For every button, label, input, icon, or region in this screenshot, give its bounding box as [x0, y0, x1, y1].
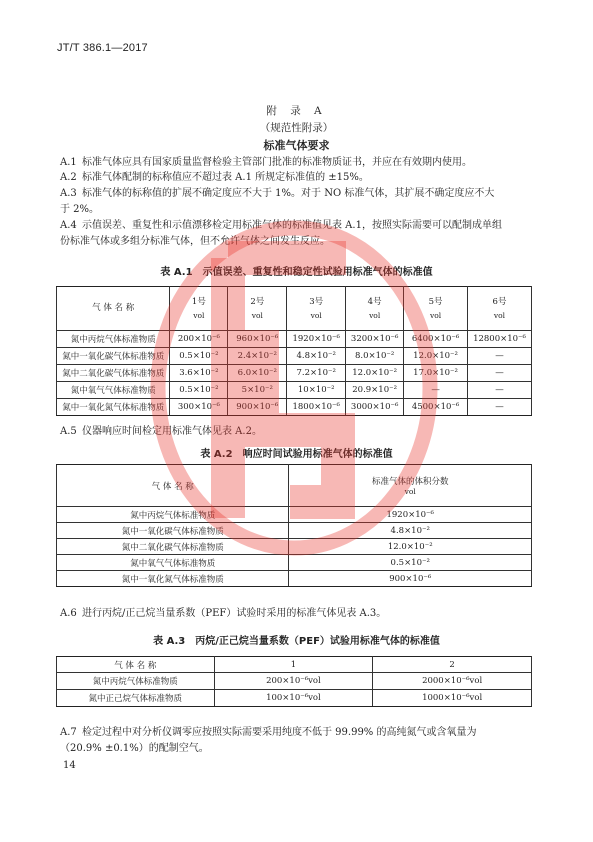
- clause-text: 进行丙烷/正己烷当量系数（PEF）试验时采用的标准气体见表 A.3。: [82, 608, 387, 619]
- value-cell: 8.0×10⁻²: [346, 348, 404, 365]
- value-cell: 960×10⁻⁶: [228, 331, 287, 348]
- table-row: [57, 539, 532, 555]
- table-a1-caption: 表 A.1 示值误差、重复性和稳定性试验用标准气体的标准值: [160, 267, 433, 278]
- column-header: [346, 287, 404, 331]
- paragraph-a4: [60, 218, 530, 233]
- column-header: 2: [373, 657, 532, 673]
- table-a2: [56, 464, 532, 587]
- value-cell: 17.0×10⁻²: [404, 365, 468, 382]
- value-cell: 4.8×10⁻²: [289, 523, 532, 539]
- clause-number: A.2: [60, 172, 77, 183]
- value-cell: 20.9×10⁻²: [346, 382, 404, 399]
- column-header: 气 体 名 称: [57, 465, 289, 507]
- value-cell: —: [468, 348, 532, 365]
- value-cell: 1920×10⁻⁶: [287, 331, 346, 348]
- value-cell: 4500×10⁻⁶: [404, 399, 468, 416]
- gas-name-cell: 氮中二氧化碳气体标准物质: [57, 539, 289, 555]
- value-cell: 4.8×10⁻²: [287, 348, 346, 365]
- paragraph-a7-continuation: （20.9% ±0.1%）的配制空气。: [60, 743, 209, 754]
- gas-name-cell: 氮中一氧化碳气体标准物质: [57, 348, 170, 365]
- value-cell: 3.6×10⁻²: [170, 365, 228, 382]
- gas-name-cell: 氮中二氧化碳气体标准物质: [57, 365, 170, 382]
- table-row: [57, 673, 532, 690]
- table-a1: [56, 286, 532, 416]
- table-row: [57, 365, 532, 382]
- column-unit: vol: [493, 310, 506, 320]
- value-cell: 1800×10⁻⁶: [287, 399, 346, 416]
- column-header: [287, 287, 346, 331]
- appendix-label: 附 录 A: [266, 105, 327, 117]
- gas-name-cell: 氮中氧气气体标准物质: [57, 555, 289, 571]
- column-label: 4号: [367, 296, 382, 307]
- column-header: 1: [214, 657, 373, 673]
- table-a3: [56, 656, 532, 707]
- value-cell: 12.0×10⁻²: [404, 348, 468, 365]
- paragraph-a6: [60, 606, 530, 621]
- column-label: 标准气体的体积分数: [371, 477, 449, 487]
- paragraph-a3: [60, 186, 530, 201]
- column-header: [170, 287, 228, 331]
- value-cell: —: [404, 382, 468, 399]
- paragraph-a7: [60, 725, 530, 740]
- column-label: 3号: [309, 296, 324, 307]
- column-header: [289, 465, 532, 507]
- appendix-type: （规范性附录）: [259, 122, 334, 134]
- value-cell: 5×10⁻²: [228, 382, 287, 399]
- table-header-row: [57, 657, 532, 673]
- clause-text: 标准气体的标称值的扩展不确定度应不大于 1%。对于 NO 标准气体，其扩展不确定度应不大: [82, 188, 495, 199]
- value-cell: 1000×10⁻⁶vol: [373, 690, 532, 707]
- value-cell: 200×10⁻⁶vol: [214, 673, 373, 690]
- table-header-row: [57, 465, 532, 507]
- column-unit: vol: [310, 310, 322, 320]
- standard-code: JT/T 386.1—2017: [57, 42, 148, 54]
- paragraph-a4-continuation: 份标准气体或多组分标准气体，但不允许气体之间发生反应。: [60, 236, 330, 247]
- value-cell: 1920×10⁻⁶: [289, 507, 532, 523]
- column-label: 6号: [492, 296, 507, 307]
- page-number: 14: [63, 760, 76, 771]
- gas-name-cell: 氮中氧气气体标准物质: [57, 382, 170, 399]
- value-cell: 0.5×10⁻²: [289, 555, 532, 571]
- table-header-row: [57, 287, 532, 331]
- value-cell: 0.5×10⁻²: [170, 382, 228, 399]
- clause-number: A.5: [60, 426, 77, 437]
- value-cell: —: [468, 382, 532, 399]
- value-cell: 3200×10⁻⁶: [346, 331, 404, 348]
- value-cell: 300×10⁻⁶: [170, 399, 228, 416]
- gas-name-cell: 氮中一氧化氮气体标准物质: [57, 399, 170, 416]
- column-header: 气 体 名 称: [57, 287, 170, 331]
- column-unit: vol: [404, 487, 416, 496]
- value-cell: —: [468, 365, 532, 382]
- table-row: [57, 507, 532, 523]
- gas-name-cell: 氮中丙烷气体标准物质: [57, 507, 289, 523]
- clause-number: A.1: [60, 157, 77, 168]
- value-cell: 2000×10⁻⁶vol: [373, 673, 532, 690]
- table-row: [57, 690, 532, 707]
- column-label: 2号: [250, 296, 265, 307]
- value-cell: 6400×10⁻⁶: [404, 331, 468, 348]
- value-cell: 2.4×10⁻²: [228, 348, 287, 365]
- value-cell: 12.0×10⁻²: [289, 539, 532, 555]
- table-row: [57, 331, 532, 348]
- table-row: [57, 348, 532, 365]
- column-unit: vol: [193, 310, 205, 320]
- gas-name-cell: 氮中一氧化氮气体标准物质: [57, 571, 289, 587]
- table-row: [57, 382, 532, 399]
- column-label: 1号: [191, 296, 206, 307]
- value-cell: 6.0×10⁻²: [228, 365, 287, 382]
- gas-name-cell: 氮中丙烷气体标准物质: [57, 673, 215, 690]
- clause-text: 检定过程中对分析仪调零应按照实际需要采用纯度不低于 99.99% 的高纯氮气或含氧量为: [82, 727, 477, 738]
- table-row: [57, 523, 532, 539]
- clause-number: A.4: [60, 220, 77, 231]
- table-a3-caption: 表 A.3 丙烷/正己烷当量系数（PEF）试验用标准气体的标准值: [153, 636, 440, 647]
- value-cell: 3000×10⁻⁶: [346, 399, 404, 416]
- value-cell: 900×10⁻⁶: [228, 399, 287, 416]
- gas-name-cell: 氮中正己烷气体标准物质: [57, 690, 215, 707]
- paragraph-a5: [60, 424, 530, 439]
- value-cell: 0.5×10⁻²: [170, 348, 228, 365]
- table-row: [57, 571, 532, 587]
- clause-number: A.6: [60, 608, 77, 619]
- value-cell: 12800×10⁻⁶: [468, 331, 532, 348]
- clause-text: 标准气体应具有国家质量监督检验主管部门批准的标准物质证书，并应在有效期内使用。: [82, 157, 472, 168]
- column-header: 气 体 名 称: [57, 657, 215, 673]
- value-cell: 200×10⁻⁶: [170, 331, 228, 348]
- value-cell: 900×10⁻⁶: [289, 571, 532, 587]
- column-label: 5号: [428, 296, 443, 307]
- clause-text: 标准气体配制的标称值应不超过表 A.1 所规定标准值的 ±15%。: [82, 172, 369, 183]
- paragraph-a3-continuation: 于 2%。: [60, 204, 100, 215]
- value-cell: —: [468, 399, 532, 416]
- clause-text: 示值误差、重复性和示值漂移检定用标准气体的标准值见表 A.1，按照实际需要可以配制成单组: [82, 220, 502, 231]
- gas-name-cell: 氮中一氧化碳气体标准物质: [57, 523, 289, 539]
- clause-text: 仪器响应时间检定用标准气体见表 A.2。: [82, 426, 262, 437]
- table-row: [57, 399, 532, 416]
- paragraph-a1: [60, 155, 530, 170]
- column-header: [228, 287, 287, 331]
- column-unit: vol: [369, 310, 381, 320]
- column-header: [404, 287, 468, 331]
- column-header: [468, 287, 532, 331]
- appendix-title: 标准气体要求: [263, 139, 330, 152]
- column-unit: vol: [429, 310, 442, 320]
- value-cell: 100×10⁻⁶vol: [214, 690, 373, 707]
- table-row: [57, 555, 532, 571]
- value-cell: 12.0×10⁻²: [346, 365, 404, 382]
- paragraph-a2: [60, 170, 530, 185]
- clause-number: A.3: [60, 188, 77, 199]
- gas-name-cell: 氮中丙烷气体标准物质: [57, 331, 170, 348]
- value-cell: 10×10⁻²: [287, 382, 346, 399]
- value-cell: 7.2×10⁻²: [287, 365, 346, 382]
- column-unit: vol: [251, 310, 263, 320]
- clause-number: A.7: [60, 727, 77, 738]
- table-a2-caption: 表 A.2 响应时间试验用标准气体的标准值: [200, 449, 393, 460]
